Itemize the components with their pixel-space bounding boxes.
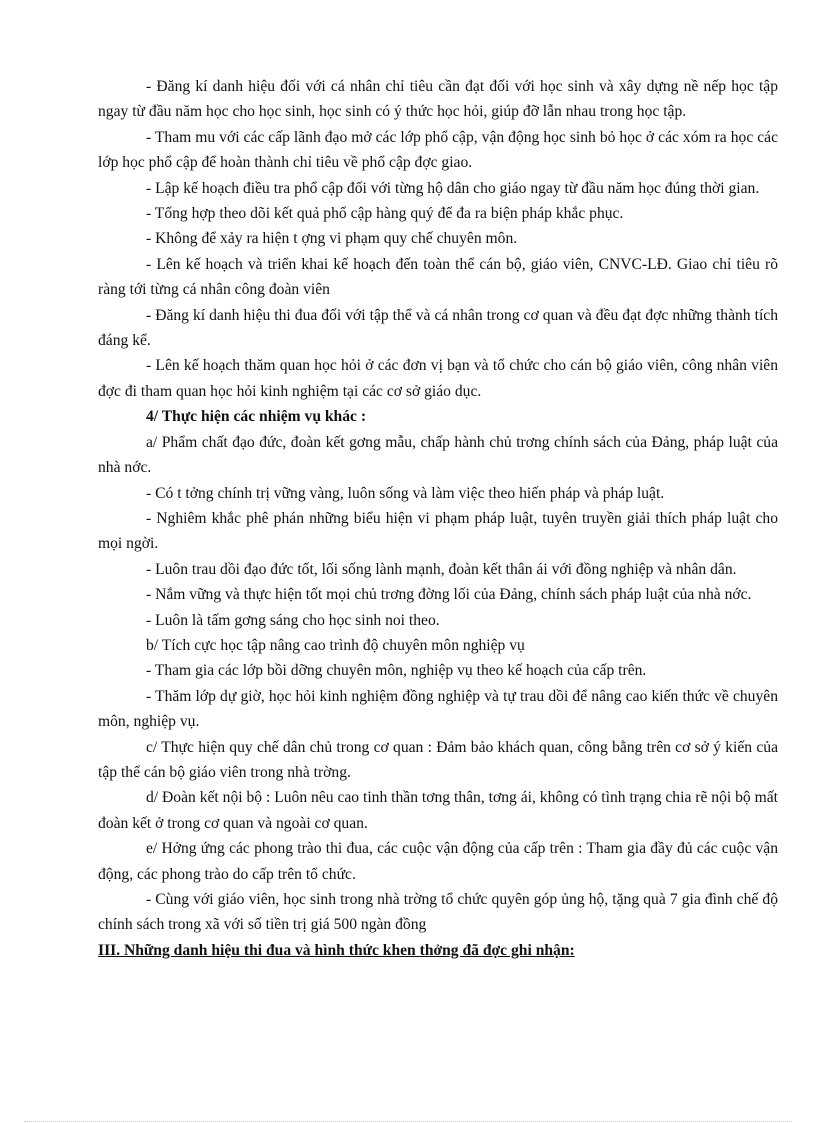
paragraph: - Thăm lớp dự giờ, học hỏi kinh nghiệm đồng nghiệp và tự trau dồi để nâng cao kiến thức về chuyên môn, nghiệp vụ.: [98, 687, 778, 731]
paragraph: - Đăng kí danh hiệu đối với cá nhân chỉ tiêu cần đạt đối với học sinh và xây dựng nề nếp học tập ngay từ đầu năm học cho học sinh, học sinh có ý thức học hỏi, giúp đỡ lẫn nhau trong học tập.: [98, 78, 778, 121]
page-bottom-divider: [24, 1121, 792, 1122]
paragraph: - Tham mu với các cấp lãnh đạo mở các lớp phổ cập, vận động học sinh bỏ học ở các xóm ra học các lớp học phổ cập để hoàn thành chỉ tiêu về phổ cập đợc giao.: [98, 128, 778, 172]
document-body: [98, 74, 778, 963]
paragraph: - Luôn là tấm gơng sáng cho học sinh noi theo.: [146, 611, 440, 629]
paragraph: - Tổng hợp theo dõi kết quả phổ cập hàng quý để đa ra biện pháp khắc phục.: [146, 205, 624, 223]
paragraph: - Đăng kí danh hiệu thi đua đối với tập thể và cá nhân trong cơ quan và đều đạt đợc những thành tích đáng kể.: [98, 306, 778, 350]
paragraph: c/ Thực hiện quy chế dân chủ trong cơ quan : Đảm bảo khách quan, công bằng trên cơ sở ý kiến của tập thể cán bộ giáo viên trong nhà trờng.: [98, 738, 778, 781]
paragraph: - Lập kế hoạch điều tra phổ cập đối với từng hộ dân cho giáo ngay từ đầu năm học đúng thời gian.: [146, 179, 760, 197]
paragraph: - Nghiêm khắc phê phán những biểu hiện vi phạm pháp luật, tuyên truyền giải thích pháp luật cho mọi ngời.: [98, 509, 778, 553]
paragraph: e/ Hởng ứng các phong trào thi đua, các cuộc vận động của cấp trên : Tham gia đầy đủ các cuộc vận động, các phong trào do cấp trên tổ chức.: [98, 840, 778, 883]
subsection-heading: 4/ Thực hiện các nhiệm vụ khác :: [146, 408, 367, 426]
paragraph: a/ Phẩm chất đạo đức, đoàn kết gơng mẫu, chấp hành chủ trơng chính sách của Đảng, pháp luật của nhà nớc.: [98, 433, 778, 477]
paragraph: - Lên kế hoạch và triển khai kế hoạch đến toàn thể cán bộ, giáo viên, CNVC-LĐ. Giao chỉ tiêu rõ ràng tới từng cá nhân công đoàn viên: [98, 255, 778, 299]
section-heading: III. Những danh hiệu thi đua và hình thức khen thởng đã đợc ghi nhận:: [98, 941, 575, 959]
paragraph: - Có t tởng chính trị vững vàng, luôn sống và làm việc theo hiến pháp và pháp luật.: [146, 484, 665, 502]
paragraph: - Luôn trau dồi đạo đức tốt, lối sống lành mạnh, đoàn kết thân ái với đồng nghiệp và nhân dân.: [146, 560, 737, 578]
paragraph: - Không để xảy ra hiện t ợng vi phạm quy chế chuyên môn.: [146, 230, 518, 248]
paragraph: - Nắm vững và thực hiện tốt mọi chủ trơng đờng lối của Đảng, chính sách pháp luật của nhà nớc.: [146, 586, 752, 604]
paragraph: d/ Đoàn kết nội bộ : Luôn nêu cao tinh thần tơng thân, tơng ái, không có tình trạng chia rẽ nội bộ mất đoàn kết ở trong cơ quan và ngoài cơ quan.: [98, 789, 778, 832]
paragraph: - Lên kế hoạch thăm quan học hỏi ở các đơn vị bạn và tổ chức cho cán bộ giáo viên, công nhân viên đợc đi tham quan học hỏi kinh nghiệm tại các cơ sở giáo dục.: [98, 357, 778, 400]
paragraph: - Tham gia các lớp bồi dỡng chuyên môn, nghiệp vụ theo kế hoạch của cấp trên.: [146, 662, 647, 680]
paragraph: b/ Tích cực học tập nâng cao trình độ chuyên môn nghiệp vụ: [146, 636, 525, 654]
paragraph: - Cùng với giáo viên, học sinh trong nhà trờng tổ chức quyên góp ủng hộ, tặng quà 7 gia đình chế độ chính sách trong xã với số tiền trị giá 500 ngàn đồng: [98, 891, 778, 934]
